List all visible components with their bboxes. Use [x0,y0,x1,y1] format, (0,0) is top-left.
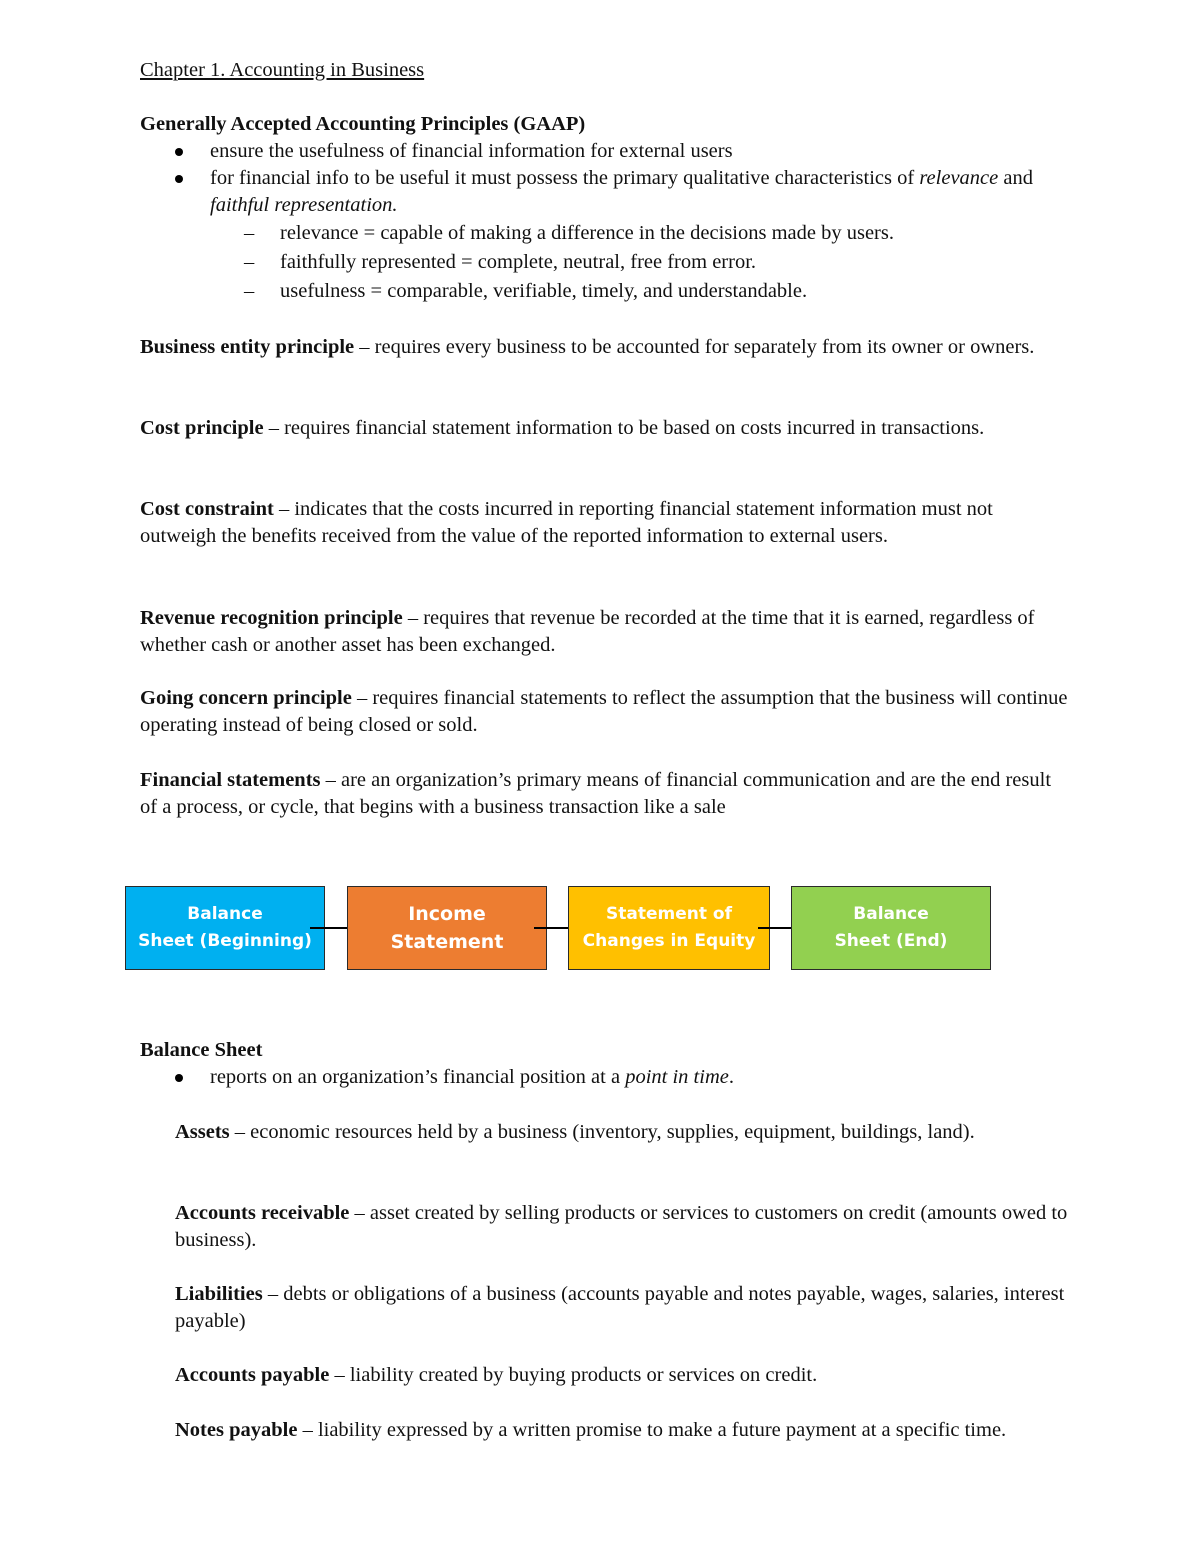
gaap-dash-item-2: – faithfully represented = complete, neutral, free from error. [140,248,1070,277]
gaap-bullet-list [140,138,1070,219]
bullet-icon [175,148,183,156]
definition-accounts-payable: Accounts payable – liability created by buying products or services on credit. [175,1364,818,1386]
gaap-heading: Generally Accepted Accounting Principles (GAAP) [140,113,586,135]
definition-cost-principle: Cost principle – requires financial statement information to be based on costs incurred in transactions. [140,417,985,439]
definition-accounts-receivable: Accounts receivable – asset created by selling products or services to customers on credit (amounts owed to business). [175,1202,1068,1251]
definition-liabilities: Liabilities – debts or obligations of a business (accounts payable and notes payable, wages, salaries, interest payable) [175,1283,1065,1332]
chapter-title: Chapter 1. Accounting in Business [140,59,425,81]
gaap-dash-list [140,219,1070,306]
flow-box-balance-sheet-end: Balance Sheet (End) [791,886,991,970]
definition-cost-constraint: Cost constraint – indicates that the costs incurred in reporting financial statement information must not outweigh the benefits received from the value of the reported information to external users. [140,498,993,547]
gaap-dash-item-3: – usefulness = comparable, verifiable, timely, and understandable. [140,277,1070,306]
balance-sheet-bullet-list [140,1064,1070,1091]
dash-marker: – [244,280,255,302]
flow-box-income-statement: Income Statement [347,886,547,970]
dash-marker: – [244,251,255,273]
dash-marker: – [244,222,255,244]
balance-sheet-heading: Balance Sheet [140,1039,263,1061]
gaap-dash-item-1: – relevance = capable of making a difference in the decisions made by users. [140,219,1070,248]
definition-assets: Assets – economic resources held by a business (inventory, supplies, equipment, buildings, land). [175,1121,975,1143]
bullet-icon [175,1074,183,1082]
gaap-bullet-1: ensure the usefulness of financial information for external users [140,138,1070,165]
flow-box-statement-changes-equity: Statement of Changes in Equity [568,886,770,970]
definition-financial-statements: Financial statements – are an organization’s primary means of financial communication and are the end result of a process, or cycle, that begins with a business transaction like a sale [140,769,1052,818]
definition-going-concern: Going concern principle – requires financial statements to reflect the assumption that the business will continue operating instead of being closed or sold. [140,687,1068,736]
bullet-icon [175,175,183,183]
flow-box-balance-sheet-beginning: Balance Sheet (Beginning) [125,886,325,970]
financial-statements-flow-diagram [0,880,1200,980]
definition-notes-payable: Notes payable – liability expressed by a written promise to make a future payment at a specific time. [175,1419,1007,1441]
definition-business-entity: Business entity principle – requires every business to be accounted for separately from its owner or owners. [140,336,1035,358]
definition-revenue-recognition: Revenue recognition principle – requires that revenue be recorded at the time that it is earned, regardless of whether cash or another asset has been exchanged. [140,607,1035,656]
balance-sheet-bullet: reports on an organization’s financial position at a point in time. [140,1064,1070,1091]
gaap-bullet-2: for financial info to be useful it must possess the primary qualitative characteristics of relevance and faithful representation. [140,165,1070,219]
